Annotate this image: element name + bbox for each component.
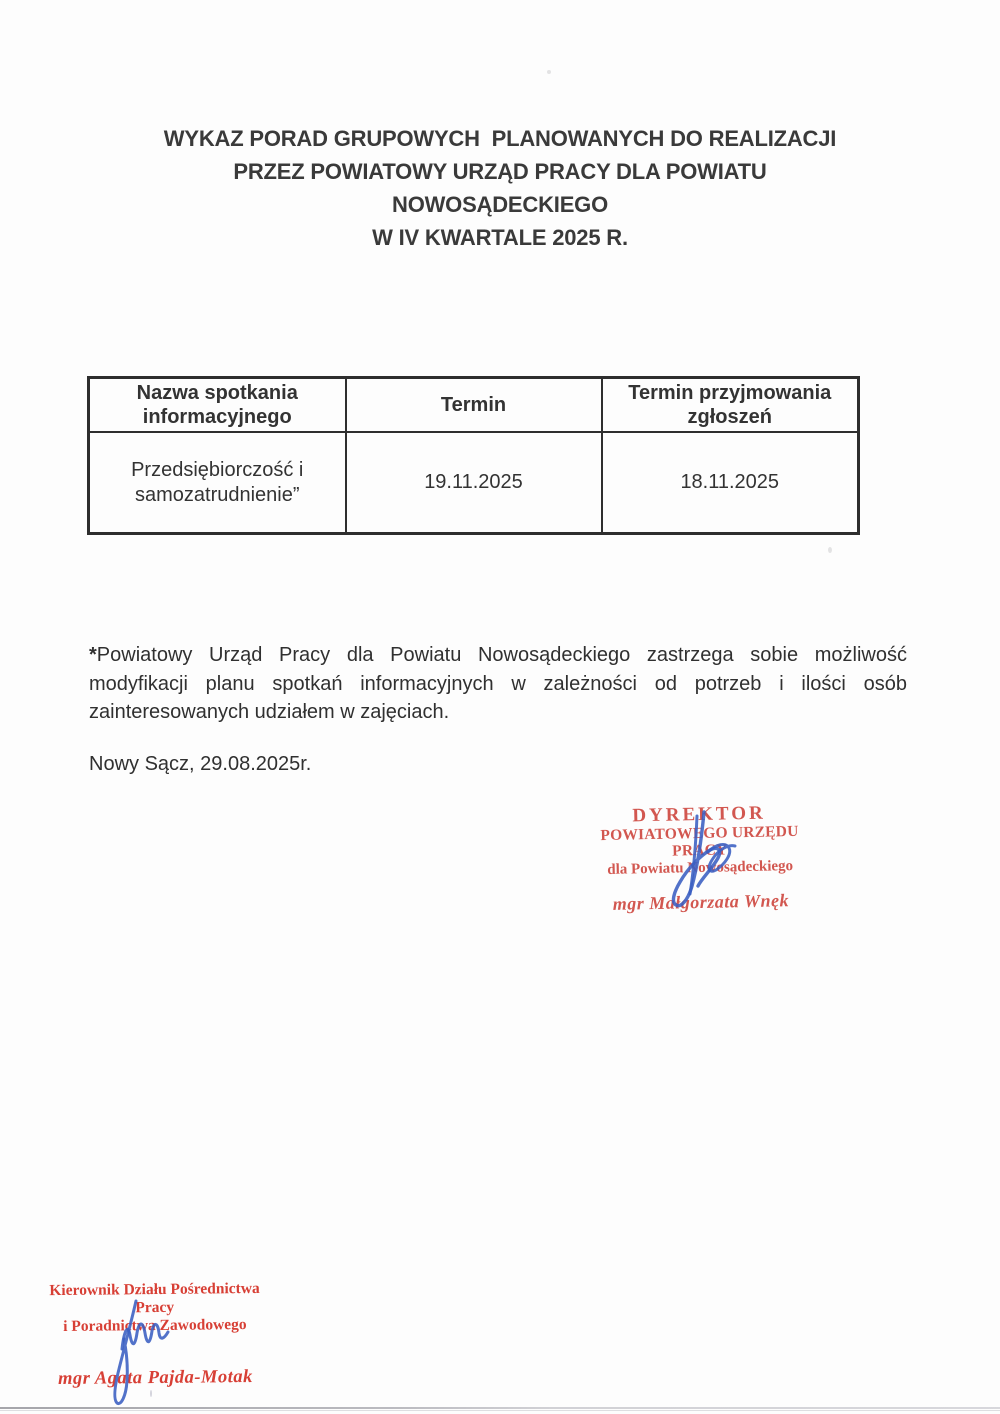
director-stamp-region: dla Powiatu Nowosądeckiego bbox=[607, 858, 794, 878]
header-meeting-name: Nazwa spotkania informacyjnego bbox=[89, 378, 346, 433]
footnote-paragraph bbox=[89, 641, 907, 727]
table-row bbox=[89, 432, 859, 534]
scan-speck bbox=[150, 1390, 152, 1397]
header-termin: Termin bbox=[346, 378, 602, 433]
manager-stamp-name: mgr Agata Pajda-Motak bbox=[57, 1366, 253, 1390]
cell-termin-zgloszen: 18.11.2025 bbox=[602, 432, 859, 534]
manager-signature bbox=[100, 1291, 180, 1409]
cell-meeting-name: Przedsiębiorczość i samozatrudnienie” bbox=[89, 432, 346, 534]
director-stamp-org: POWIATOWEGO URZĘDU PRACY bbox=[600, 822, 799, 860]
scan-edge-artifact bbox=[0, 1407, 1000, 1409]
title-line-1: WYKAZ PORAD GRUPOWYCH PLANOWANYCH DO REALIZACJI bbox=[163, 126, 837, 151]
title-line-2: PRZEZ POWIATOWY URZĄD PRACY DLA POWIATU bbox=[233, 159, 767, 184]
scan-speck bbox=[828, 547, 832, 553]
scan-edge-artifact-2 bbox=[0, 1410, 1000, 1411]
scan-speck bbox=[547, 70, 551, 74]
footnote-text: Powiatowy Urząd Pracy dla Powiatu Nowosądeckiego zastrzega sobie możliwość modyfikacji planu spotkań informacyjnych w zależności od potrzeb i ilości osób zainteresowanych udziałem w zajęciach. bbox=[89, 644, 907, 723]
director-stamp-name: mgr Małgorzata Wnęk bbox=[612, 890, 790, 914]
dateline: Nowy Sącz, 29.08.2025r. bbox=[89, 753, 312, 775]
table-header-row bbox=[89, 378, 859, 433]
director-stamp-title: DYREKTOR bbox=[632, 802, 766, 827]
cell-termin: 19.11.2025 bbox=[346, 432, 602, 534]
manager-stamp-role-1: Kierownik Działu Pośrednictwa Pracy bbox=[49, 1279, 260, 1317]
header-termin-zgloszen: Termin przyjmowania zgłoszeń bbox=[602, 378, 859, 433]
manager-stamp-role-2: i Poradnictwa Zawodowego bbox=[63, 1316, 247, 1335]
footnote-asterisk: * bbox=[89, 644, 97, 666]
title-line-3: NOWOSĄDECKIEGO bbox=[392, 192, 608, 217]
title-line-4: W IV KWARTALE 2025 R. bbox=[372, 225, 628, 250]
document-title bbox=[60, 122, 940, 254]
director-signature bbox=[652, 806, 747, 916]
meetings-table bbox=[87, 376, 860, 535]
